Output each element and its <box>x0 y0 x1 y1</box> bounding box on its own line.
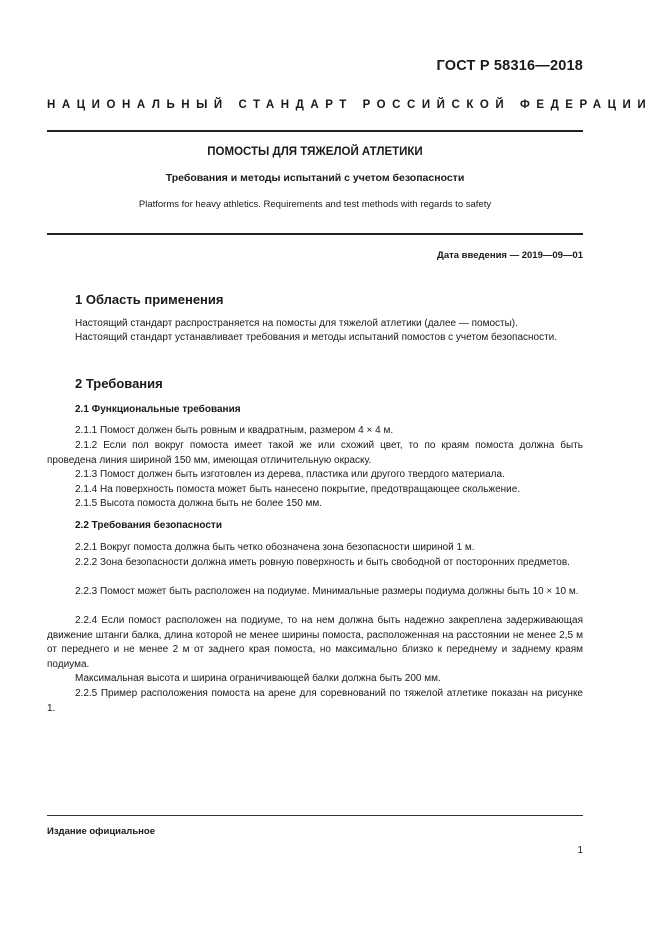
paragraph: 2.2.1 Вокруг помоста должна быть четко обозначена зона безопасности шириной 1 м. <box>75 542 475 553</box>
section-1-heading: 1 Область применения <box>75 292 224 307</box>
document-subtitle: Требования и методы испытаний с учетом безопасности <box>165 172 465 184</box>
paragraph: 2.1.5 Высота помоста должна быть не более 150 мм. <box>75 498 323 509</box>
paragraph: Настоящий стандарт распространяется на помосты для тяжелой атлетики (далее — помосты). <box>75 318 518 329</box>
paragraph: Максимальная высота и ширина ограничивающей балки должна быть 200 мм. <box>75 673 441 684</box>
official-edition-note: Издание официальное <box>47 826 155 837</box>
paragraph: Настоящий стандарт устанавливает требования и методы испытаний помостов с учетом безопасности. <box>75 332 558 343</box>
paragraph: 2.2.3 Помост может быть расположен на подиуме. Минимальные размеры подиума должны быть 10 × 10 м. <box>75 586 579 597</box>
subsection-2-1-heading: 2.1 Функциональные требования <box>75 404 241 415</box>
paragraph: 2.1.1 Помост должен быть ровным и квадратным, размером 4 × 4 м. <box>75 425 394 436</box>
paragraph: 2.2.5 Пример расположения помоста на арене для соревнований по тяжелой атлетике показан на рисунке 1. <box>47 688 583 714</box>
header-rule <box>47 130 583 132</box>
document-title-english: Platforms for heavy athletics. Requirements and test methods with regards to safety <box>138 199 492 210</box>
document-code: ГОСТ Р 58316—2018 <box>436 58 583 74</box>
title-rule <box>47 233 583 235</box>
document-title: ПОМОСТЫ ДЛЯ ТЯЖЕЛОЙ АТЛЕТИКИ <box>207 146 423 158</box>
paragraph: 2.1.4 На поверхность помоста может быть нанесено покрытие, предотвращающее скольжение. <box>75 484 521 495</box>
subsection-2-2-heading: 2.2 Требования безопасности <box>75 520 222 531</box>
paragraph: 2.2.2 Зона безопасности должна иметь ровную поверхность и быть свободной от посторонних предметов. <box>75 557 570 568</box>
section-2-heading: 2 Требования <box>75 376 163 391</box>
national-standard-heading: НАЦИОНАЛЬНЫЙ СТАНДАРТ РОССИЙСКОЙ ФЕДЕРАЦИИ <box>47 99 653 111</box>
introduction-date: Дата введения — 2019—09—01 <box>437 250 583 261</box>
paragraph: 2.1.2 Если пол вокруг помоста имеет такой же или схожий цвет, то по краям помоста должна быть проведена линия шириной 150 мм, имеющая отличительную окраску. <box>47 440 583 466</box>
paragraph: 2.2.4 Если помост расположен на подиуме, то на нем должна быть надежно закреплена задерживающая движение штанги балка, длина которой не менее ширины помоста, расположенная на расстоянии не менее 2,5 м от переднего и не менее 2 м от заднего края помоста, но максимально близко к переднему и заднему краям подиума. <box>47 615 583 670</box>
paragraph: 2.1.3 Помост должен быть изготовлен из дерева, пластика или другого твердого материала. <box>75 469 505 480</box>
footer-rule <box>47 815 583 816</box>
page-number: 1 <box>577 845 583 856</box>
